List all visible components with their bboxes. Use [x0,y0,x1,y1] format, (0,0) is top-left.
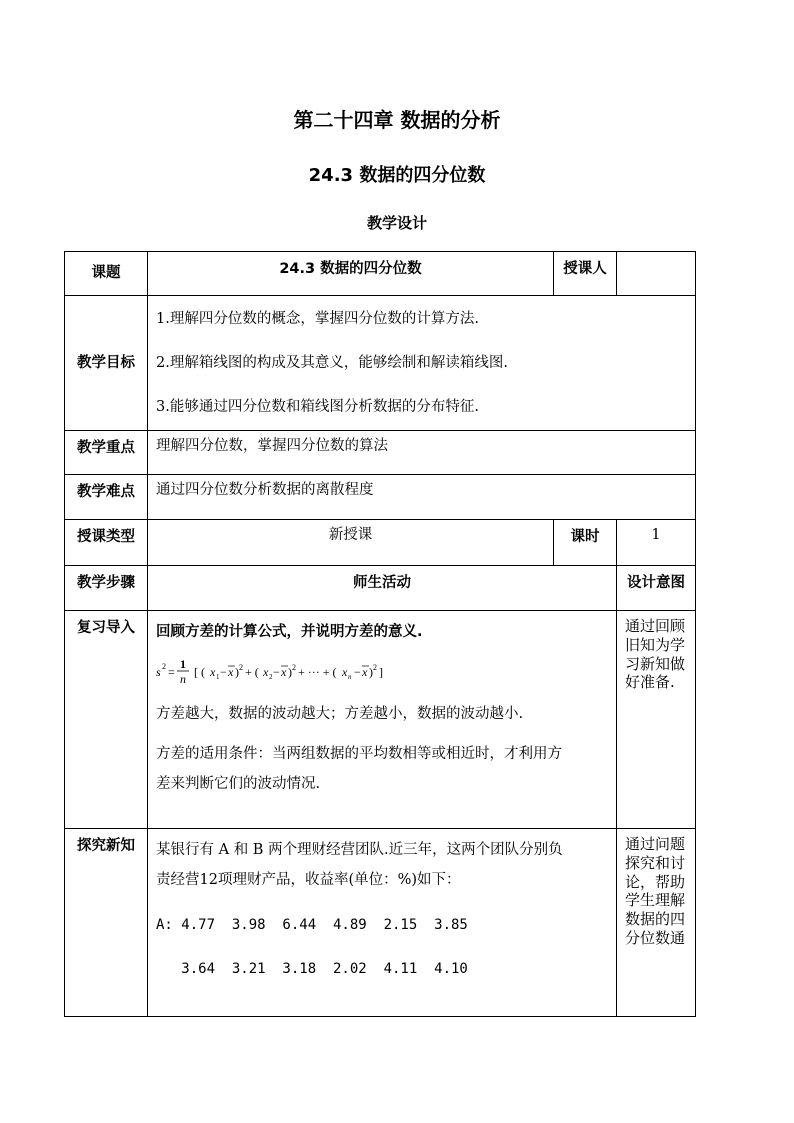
class-hours-label: 课时 [554,520,617,566]
goal-item: 2.理解箱线图的构成及其意义，能够绘制和解读箱线图. [156,355,508,371]
svg-text:n: n [348,673,352,681]
svg-text:x: x [228,665,234,679]
activity-header: 师生活动 [148,566,617,611]
review-activity [148,611,617,829]
intent-line: 好准备. [625,673,675,692]
review-row [65,611,696,829]
review-line-2a: 方差的适用条件：当两组数据的平均数相等或相近时，才利用方 [156,746,562,762]
explore-activity [148,829,617,1017]
lesson-type-row [65,520,696,566]
review-heading: 回顾方差的计算公式，并说明方差的意义. [156,624,423,640]
svg-text:2: 2 [239,663,243,672]
goal-item: 3.能够通过四分位数和箱线图分析数据的分布特征. [156,399,479,415]
explore-row [65,829,696,1017]
review-line-2b: 差来判断它们的波动情况. [156,776,321,792]
intent-line: 探究和讨 [625,853,686,872]
svg-text:2: 2 [162,662,166,671]
svg-text:s: s [156,665,161,679]
svg-text:2: 2 [373,663,377,672]
svg-text:2: 2 [292,663,296,672]
difficulty-row [65,475,696,520]
section-title: 24.3 数据的四分位数 [308,165,486,186]
intent-header: 设计意图 [617,566,696,611]
intent-line: 数据的四 [625,910,686,928]
svg-text:2: 2 [269,673,273,681]
chapter-title: 第二十四章 数据的分析 [293,108,501,132]
teacher-label: 授课人 [554,252,617,296]
svg-text:1: 1 [180,657,186,671]
variance-formula-image [156,655,426,689]
svg-text:=: = [168,665,175,679]
intent-line: 通过回顾 [625,617,686,635]
svg-text:1: 1 [216,673,220,681]
explore-label: 探究新知 [65,829,148,1017]
lesson-type-label: 授课类型 [65,520,148,566]
svg-text:−: − [273,665,280,679]
intent-line: 旧知为学 [625,635,686,654]
goals-cell [148,296,696,431]
data-row-a2: 3.64 3.21 3.18 2.02 4.11 4.10 [156,961,468,977]
svg-text:[ (: [ ( [194,665,205,679]
svg-text:): ) [288,665,292,679]
lesson-type-value: 新授课 [148,520,554,566]
intent-line: 分位数通 [625,928,686,947]
explore-line-2: 责经营12项理财产品，收益率(单位：%)如下： [156,872,461,888]
data-row-a1: A: 4.77 3.98 6.44 4.89 2.15 3.85 [156,917,468,933]
difficulty-value: 通过四分位数分析数据的离散程度 [148,475,696,520]
explore-line-1: 某银行有 A 和 B 两个理财经营团队.近三年，这两个团队分别负 [156,842,563,858]
key-points-label: 教学重点 [65,431,148,475]
goals-row [65,296,696,431]
steps-header: 教学步骤 [65,566,148,611]
goals-label: 教学目标 [65,296,148,431]
difficulty-label: 教学难点 [65,475,148,520]
teacher-value [617,252,696,296]
review-intent [617,611,696,829]
document-subtitle: 教学设计 [366,214,427,232]
svg-text:−: − [354,665,361,679]
review-line-1: 方差越大，数据的波动越大；方差越小，数据的波动越小. [156,706,524,722]
variance-formula [156,655,608,689]
goal-item: 1.理解四分位数的概念，掌握四分位数的计算方法. [156,311,479,327]
intent-line: 论，帮助 [625,872,686,891]
svg-text:+ (: + ( [245,665,259,679]
svg-text:x: x [263,665,269,679]
svg-text:x: x [362,665,368,679]
intent-line: 通过问题 [625,835,686,853]
svg-text:n: n [180,672,186,686]
svg-text:−: − [220,665,227,679]
svg-text:]: ] [379,665,383,679]
review-label: 复习导入 [65,611,148,829]
svg-text:): ) [369,665,373,679]
topic-value: 24.3 数据的四分位数 [148,252,554,296]
svg-text:): ) [235,665,239,679]
svg-text:x: x [210,665,216,679]
intent-line: 习新知做 [625,654,686,673]
key-points-value: 理解四分位数，掌握四分位数的算法 [148,431,696,475]
svg-text:x: x [281,665,287,679]
svg-text:x: x [342,665,348,679]
intent-line: 学生理解 [625,891,686,910]
key-points-row [65,431,696,475]
topic-row [65,252,696,296]
svg-text:+ ··· + (: + ··· + ( [298,665,337,679]
topic-label: 课题 [65,252,148,296]
explore-intent [617,829,696,1017]
lesson-plan-table [64,251,696,1017]
steps-header-row [65,566,696,611]
class-hours-value: 1 [617,520,696,566]
